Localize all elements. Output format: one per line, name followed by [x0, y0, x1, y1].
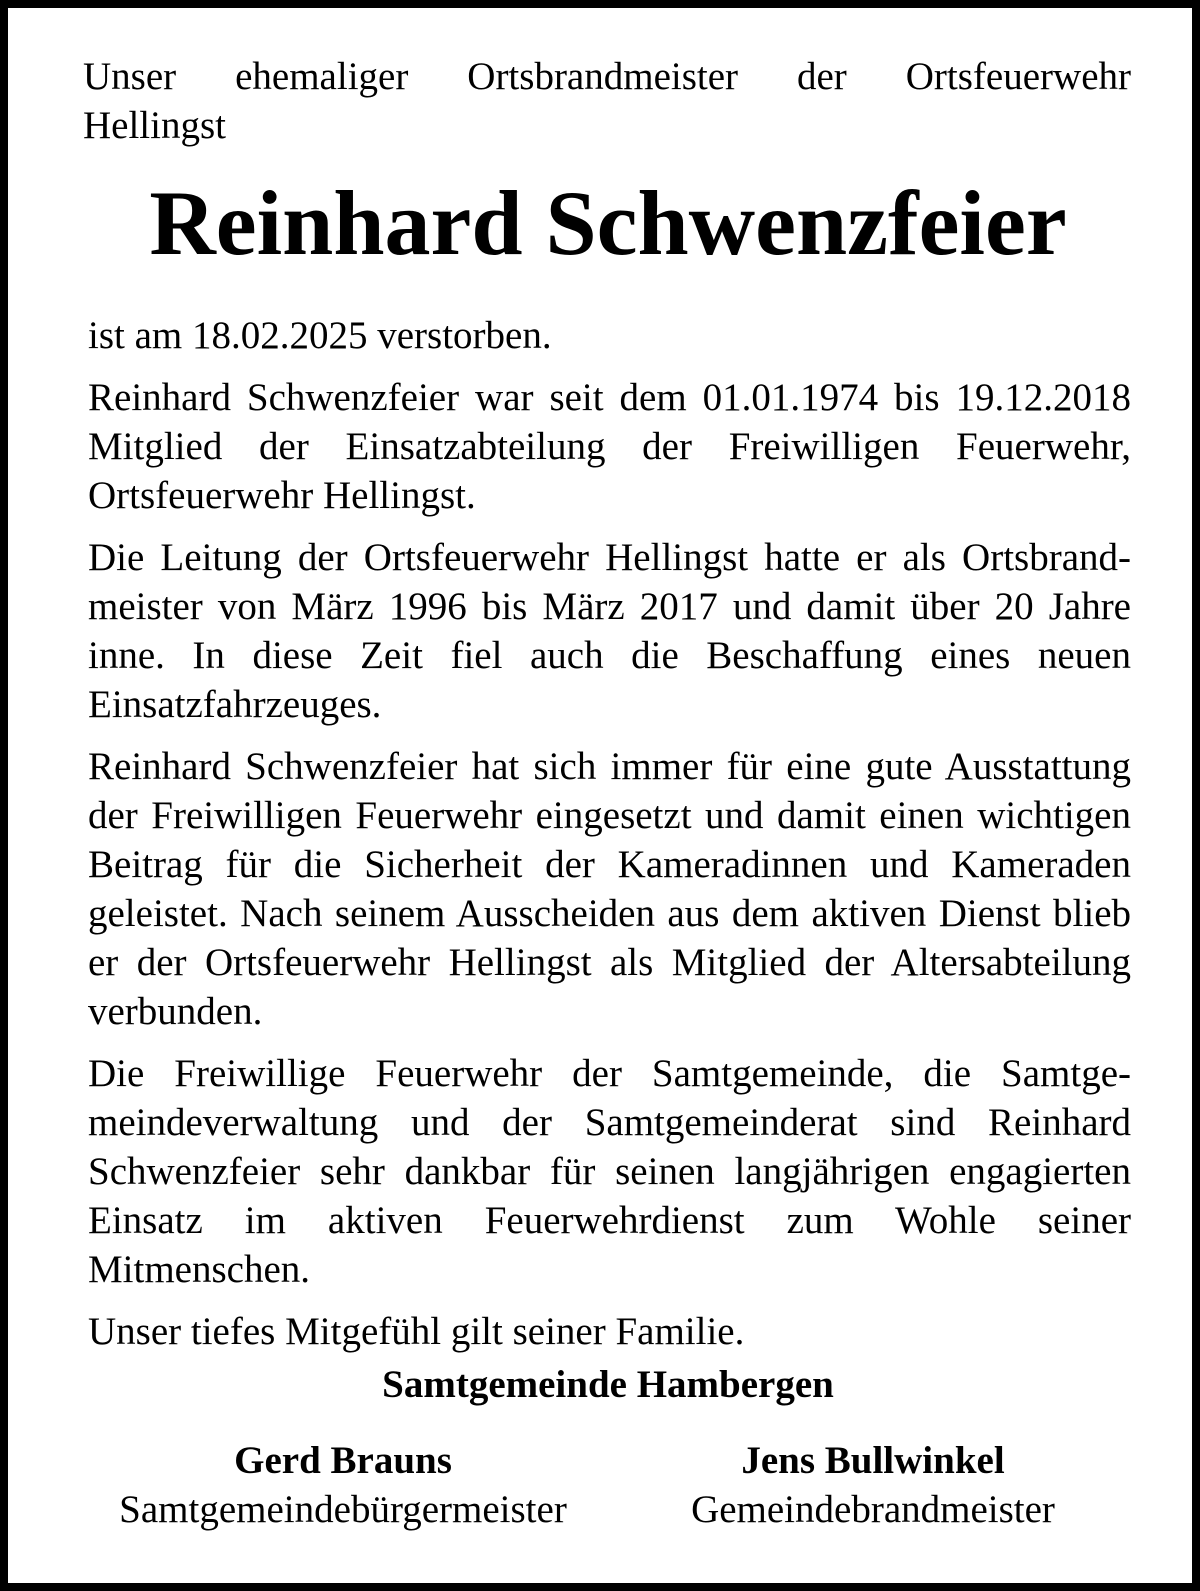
organization-name: Samtgemeinde Hambergen	[382, 1363, 834, 1406]
intro-word: Ortsfeuerwehr	[905, 55, 1131, 98]
paragraph-leadership: Die Leitung der Ortsfeuerwehr Hellingst hatte er als Ortsbrandmeister von März 1996 bis März 2017 und damit über 20 Jahre inne. In diese Zeit fiel auch die Beschaffung eines neuen Einsatzfahrzeuges.	[88, 536, 1131, 726]
paragraph-contribution: Reinhard Schwenzfeier hat sich immer für eine gute Ausstattung der Freiwilligen Feuerwehr eingesetzt und damit einen wichtigen Beitrag für die Sicherheit der Kameradinnen und Kameraden geleistet. Nach seinem Ausscheiden aus dem aktiven Dienst blieb er der Ortsfeuerwehr Hellingst als Mitglied der Altersabteilung verbunden.	[88, 745, 1131, 1033]
signer-title: Samtgemeindebürgermeister	[119, 1488, 567, 1531]
signer-left	[63, 1436, 623, 1534]
signer-title: Gemeindebrandmeister	[691, 1488, 1055, 1531]
signer-right	[593, 1436, 1153, 1534]
obituary-body	[88, 311, 1131, 1369]
intro-line-1	[83, 52, 1131, 101]
intro-text	[83, 52, 1131, 150]
paragraph-condolences: Unser tiefes Mitgefühl gilt seiner Familie.	[88, 1310, 745, 1353]
paragraph-membership: Reinhard Schwenzfeier war seit dem 01.01.1974 bis 19.12.2018 Mitglied der Einsatzabteilung der Freiwilligen Feuerwehr, Ortsfeuerwehr Hellingst.	[88, 376, 1131, 517]
paragraph-gratitude: Die Freiwillige Feuerwehr der Samtgemeinde, die Samtgemeindeverwaltung und der Samtgemeinderat sind Reinhard Schwenzfeier sehr dankbar für seinen langjährigen engagierten Einsatz im aktiven Feuerwehrdienst zum Wohle seiner Mitmenschen.	[88, 1052, 1131, 1291]
intro-word: der	[797, 55, 847, 98]
intro-word: ehemaliger	[235, 55, 409, 98]
intro-word: Ortsbrandmeister	[467, 55, 739, 98]
paragraph-death-date: ist am 18.02.2025 verstorben.	[88, 314, 552, 357]
signer-name: Jens Bullwinkel	[741, 1439, 1005, 1482]
intro-line-2: Hellingst	[83, 104, 226, 147]
signer-name: Gerd Brauns	[234, 1439, 452, 1482]
intro-word: Unser	[83, 55, 177, 98]
deceased-name: Reinhard Schwenzfeier	[149, 172, 1067, 274]
